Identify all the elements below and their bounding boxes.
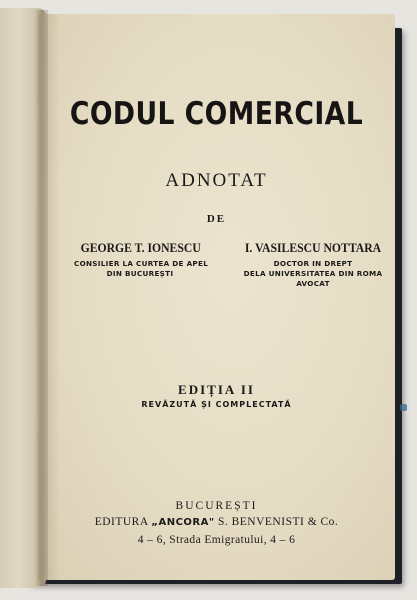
author-credential: DIN BUCUREȘTI — [106, 269, 174, 278]
revised-label: REVĂZUTĂ ȘI COMPLECTATĂ — [141, 400, 292, 409]
author-ionescu — [74, 240, 209, 279]
book-subtitle: ADNOTAT — [165, 170, 268, 191]
author-credential: AVOCAT — [296, 279, 330, 288]
page-gutter-shadow — [34, 10, 48, 586]
edition-label: EDIȚIA II — [178, 382, 255, 397]
author-credential: DOCTOR IN DREPT — [273, 259, 353, 268]
publisher-brand: „ANCORA" — [151, 517, 215, 528]
author-credential: DELA UNIVERSITATEA DIN ROMA — [243, 269, 383, 278]
book-title: CODUL COMERCIAL — [69, 96, 364, 132]
author-name: I. VASILESCU NOTTARA — [244, 240, 382, 255]
publisher-suffix: S. BENVENISTI & Co. — [217, 516, 339, 528]
background-speck — [400, 404, 407, 411]
by-label: DE — [206, 213, 227, 225]
publisher-line — [38, 516, 395, 528]
publication-city: BUCUREȘTI — [175, 500, 258, 512]
publisher-prefix: EDITURA — [94, 516, 149, 528]
author-credential: CONSILIER LA CURTEA DE APEL — [74, 259, 209, 268]
title-page — [38, 14, 395, 580]
author-name: GEORGE T. IONESCU — [80, 240, 201, 255]
author-nottara — [234, 240, 392, 289]
publisher-address: 4 – 6, Strada Emigratului, 4 – 6 — [137, 534, 296, 546]
